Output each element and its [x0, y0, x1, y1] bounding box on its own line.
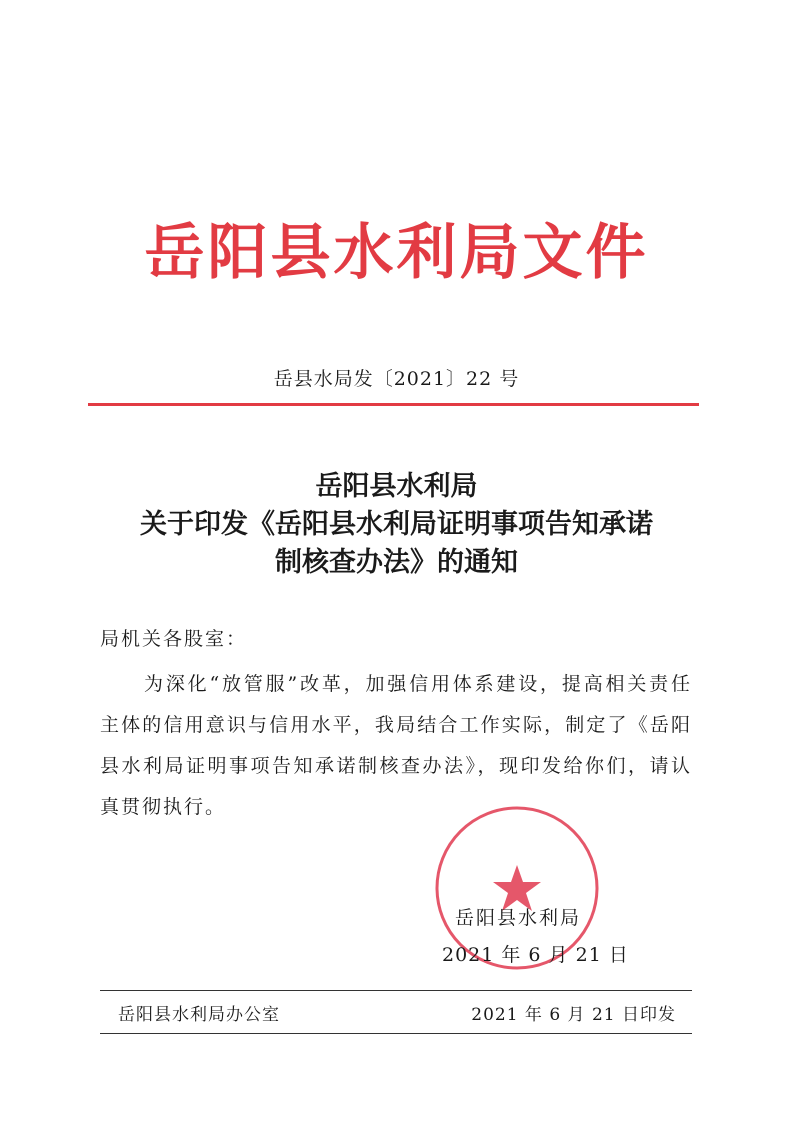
body-paragraph: 为深化“放管服”改革，加强信用体系建设，提高相关责任主体的信用意识与信用水平，我局结合工作实际，制定了《岳阳县水利局证明事项告知承诺制核查办法》，现印发给你们，请认真贯彻执行。 — [100, 673, 692, 818]
notice-title-line-3: 制核查办法》的通知 — [275, 547, 518, 578]
footer-bottom-rule — [100, 1033, 692, 1034]
document-header-title: 岳阳县水利局文件 — [144, 218, 649, 288]
header-divider — [88, 403, 699, 406]
notice-title-line-1: 岳阳县水利局 — [315, 471, 478, 502]
notice-title-line-2: 关于印发《岳阳县水利局证明事项告知承诺 — [140, 509, 653, 540]
footer-top-rule — [100, 990, 692, 991]
signer-name: 岳阳县水利局 — [455, 907, 582, 929]
document-number: 岳县水局发〔2021〕22 号 — [273, 368, 520, 390]
notice-title — [0, 468, 793, 582]
footer-issuer: 岳阳县水利局办公室 — [118, 1005, 280, 1025]
salutation: 局机关各股室： — [100, 628, 248, 650]
footer-issue-date: 2021 年 6 月 21 日印发 — [471, 1005, 676, 1025]
signature-date: 2021 年 6 月 21 日 — [442, 944, 629, 966]
